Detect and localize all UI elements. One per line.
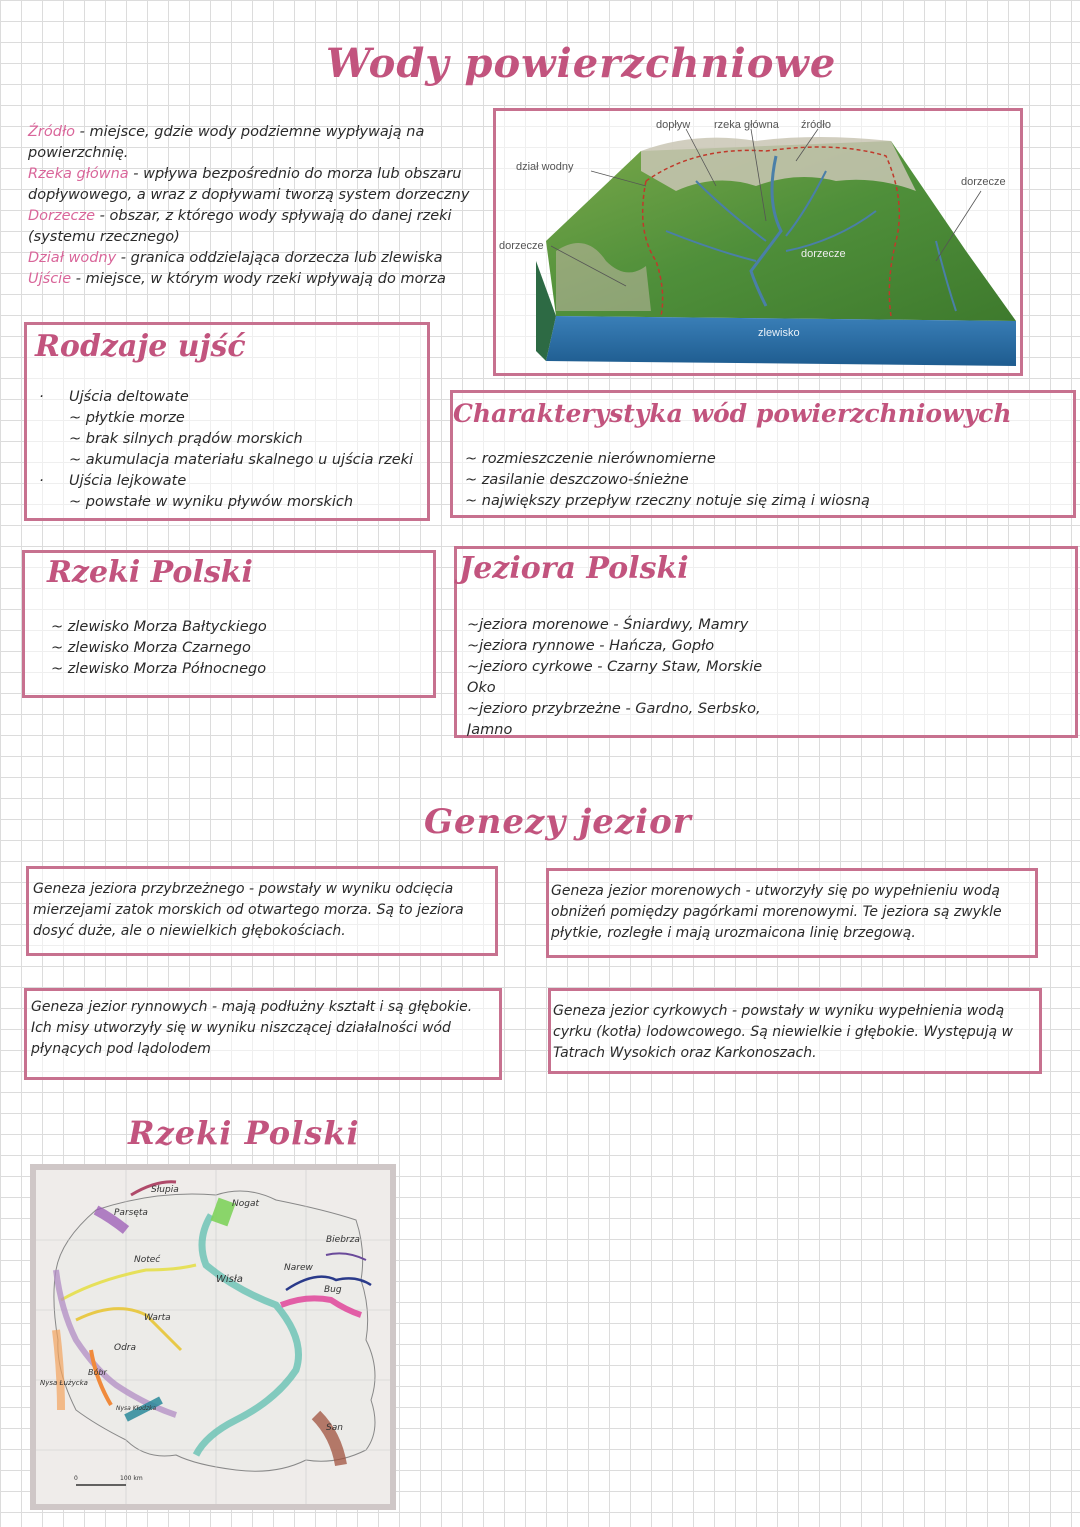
text-line: Tatrach Wysokich oraz Karkonoszach. — [553, 1045, 817, 1061]
label-nogat: Nogat — [232, 1199, 259, 1209]
label-nysa-luzycka: Nysa Łużycka — [40, 1379, 88, 1387]
charakterystyka-box — [450, 390, 1076, 518]
definition-line: Źródło - miejsce, gdzie wody podziemne wypływają na — [28, 124, 425, 140]
definition-line: Dorzecze - obszar, z którego wody spływają do danej rzeki — [28, 208, 452, 224]
list-item: ~ akumulacja materiału skalnego u ujścia rzeki — [69, 452, 414, 468]
page-title: Wody powierzchniowe — [326, 40, 837, 87]
jeziora-polski-box — [454, 546, 1078, 738]
definition-line: dopływowego, a wraz z dopływami tworzą system dorzeczny — [28, 187, 470, 203]
text-line: płytkie, rozległe i mają urozmaicona linię brzegową. — [551, 925, 916, 941]
map-illustration — [36, 1170, 390, 1504]
list-item: ~jezioro przybrzeżne - Gardno, Serbsko, — [467, 701, 761, 717]
label-dorzecze-left: dorzecze — [499, 240, 544, 252]
label-bug: Bug — [324, 1285, 342, 1295]
list-item: ~ rozmieszczenie nierównomierne — [465, 451, 716, 467]
label-warta: Warta — [144, 1313, 171, 1323]
label-wisla: Wisła — [216, 1274, 243, 1285]
map-title: Rzeki Polski — [128, 1114, 360, 1152]
text-line: Geneza jeziora przybrzeżnego - powstały w wyniku odcięcia — [33, 881, 454, 897]
genezy-title: Genezy jezior — [424, 802, 692, 842]
list-item: ~ zlewisko Morza Bałtyckiego — [51, 619, 267, 635]
list-item: Jamno — [467, 722, 513, 736]
text-line: cyrku (kotła) lodowcowego. Są niewielkie i głębokie. Występują w — [553, 1024, 1014, 1040]
list-item: ~jeziora rynnowe - Hańcza, Gopło — [467, 638, 715, 654]
definitions-block — [28, 122, 488, 290]
rzeki-polski-box — [22, 550, 436, 698]
list-item: ~ zlewisko Morza Czarnego — [51, 640, 251, 656]
river-nysa-luzycka — [56, 1330, 61, 1410]
basin-illustration — [496, 111, 1020, 373]
geneza-cyrkowe-box — [548, 988, 1042, 1074]
rodzaje-ujsc-list — [39, 387, 429, 513]
label-dzial-wodny: dział wodny — [516, 161, 574, 173]
definition-line: Ujście - miejsce, w którym wody rzeki wpływają do morza — [28, 271, 446, 287]
text-line: Geneza jezior rynnowych - mają podłużny kształt i są głębokie. — [31, 999, 473, 1015]
list-item: · Ujścia deltowate — [39, 389, 189, 405]
list-item: ~ zasilanie deszczowo-śnieżne — [465, 472, 689, 488]
text-line: obniżeń pomiędzy pagórkami morenowymi. Te jeziora są zwykle — [551, 904, 1002, 920]
list-item: ~ płytkie morze — [69, 410, 185, 426]
geneza-rynnowe-box — [24, 988, 502, 1080]
label-dorzecze-center: dorzecze — [801, 248, 846, 260]
label-odra: Odra — [114, 1343, 137, 1353]
label-dorzecze-right: dorzecze — [961, 176, 1006, 188]
definition-line: Rzeka główna - wpływa bezpośrednio do morza lub obszaru — [28, 166, 462, 182]
list-item: ~ brak silnych prądów morskich — [69, 431, 303, 447]
text-line: Geneza jezior cyrkowych - powstały w wyniku wypełnienia wodą — [553, 1003, 1005, 1019]
label-scale-zero: 0 — [74, 1475, 78, 1482]
rzeki-polski-list — [51, 617, 431, 680]
label-parseta: Parsęta — [114, 1208, 148, 1218]
label-zlewisko: zlewisko — [758, 327, 800, 339]
geneza-przybrzezne-box — [26, 866, 498, 956]
definition-line: powierzchnię. — [28, 145, 129, 161]
rzeki-polski-title: Rzeki Polski — [47, 555, 253, 590]
river-basin-diagram — [493, 108, 1023, 376]
rivers-map — [30, 1164, 396, 1510]
text-line: Ich misy utworzyły się w wyniku niszczącej działalności wód — [31, 1020, 451, 1036]
text-line: Geneza jezior morenowych - utworzyły się po wypełnieniu wodą — [551, 883, 1000, 899]
list-item: ~ powstałe w wyniku pływów morskich — [69, 494, 354, 510]
list-item: ~ zlewisko Morza Północnego — [51, 661, 267, 677]
label-scale: 100 km — [120, 1475, 143, 1482]
label-biebrza: Biebrza — [326, 1235, 360, 1245]
definition-line: Dział wodny - granica oddzielająca dorzecza lub zlewiska — [28, 250, 443, 266]
text-line: dosyć duże, ale o niewielkich głębokościach. — [33, 923, 346, 939]
label-doplyw: dopływ — [656, 119, 691, 131]
text-line: płynących pod lądolodem — [31, 1041, 211, 1057]
list-item: ~jezioro cyrkowe - Czarny Staw, Morskie — [467, 659, 763, 675]
label-san: San — [326, 1423, 343, 1433]
charakterystyka-title: Charakterystyka wód powierzchniowych — [453, 399, 1012, 428]
label-bobr: Bóbr — [88, 1368, 107, 1377]
text-line: mierzejami zatok morskich od otwartego morza. Są to jeziora — [33, 902, 464, 918]
jeziora-polski-title: Jeziora Polski — [459, 551, 689, 586]
list-item: ~ największy przepływ rzeczny notuje się zimą i wiosną — [465, 493, 870, 509]
label-narew: Narew — [284, 1263, 313, 1273]
label-nysa-klodzka: Nysa Kłodzka — [116, 1405, 157, 1412]
list-item: · Ujścia lejkowate — [39, 473, 187, 489]
rodzaje-ujsc-title: Rodzaje ujść — [35, 329, 246, 364]
label-slupia: Słupia — [151, 1185, 179, 1195]
list-item: ~jeziora morenowe - Śniardwy, Mamry — [467, 617, 749, 633]
label-rzeka-glowna: rzeka główna — [714, 119, 779, 131]
charakterystyka-list — [465, 449, 1065, 512]
list-item: Oko — [467, 680, 496, 696]
label-zrodlo: źródło — [801, 119, 831, 131]
label-notec: Noteć — [134, 1255, 161, 1265]
jeziora-polski-list — [467, 615, 1067, 736]
definition-line: (systemu rzecznego) — [28, 229, 180, 245]
geneza-morenowe-box — [546, 868, 1038, 958]
rodzaje-ujsc-box — [24, 322, 430, 521]
